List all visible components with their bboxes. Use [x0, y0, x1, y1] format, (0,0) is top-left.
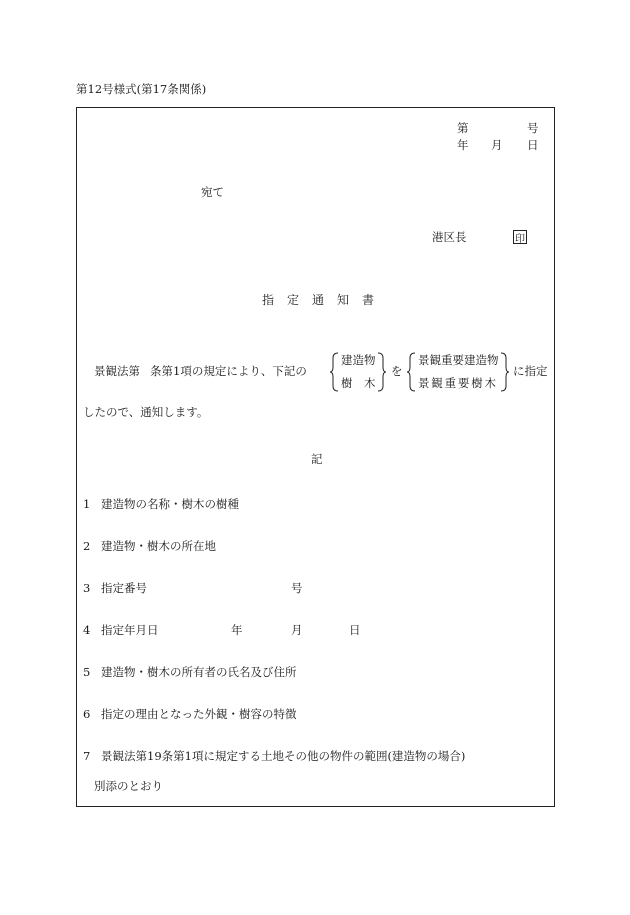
- item-4-year: 年: [231, 623, 243, 637]
- option-tree: 樹 木: [341, 376, 376, 390]
- item-4-day: 日: [349, 623, 361, 637]
- item-7-text: 景観法第19条第1項に規定する土地その他の物件の範囲(建造物の場合): [101, 749, 466, 763]
- seal-mark: 印: [513, 230, 527, 244]
- item-6-no: 6: [83, 707, 91, 721]
- item-7-note: 別添のとおり: [94, 779, 163, 793]
- number-prefix: 第: [457, 121, 469, 135]
- number-suffix: 号: [527, 121, 539, 135]
- document-title: 指定通知書: [262, 293, 388, 307]
- option-building: 建造物: [341, 353, 376, 367]
- issuer-name: 港区長: [432, 230, 467, 244]
- item-3-suffix: 号: [291, 581, 303, 595]
- brace-a-right: [377, 352, 387, 392]
- item-6-text: 指定の理由となった外観・樹容の特徴: [101, 707, 297, 721]
- item-2-no: 2: [83, 539, 91, 553]
- item-4-text: 指定年月日: [101, 623, 159, 637]
- brace-a-left: [330, 352, 340, 392]
- body-line2: したので、通知します。: [83, 405, 209, 419]
- date-day: 日: [527, 138, 539, 152]
- date-month: 月: [491, 138, 503, 152]
- item-7-no: 7: [83, 749, 91, 763]
- body-part2: 条第1項の規定により、下記の: [150, 364, 307, 378]
- item-2-text: 建造物・樹木の所在地: [101, 539, 216, 553]
- ki-heading: 記: [311, 452, 323, 466]
- brace-b-left: [407, 352, 417, 392]
- form-label: 第12号様式(第17条関係): [76, 82, 207, 96]
- item-3-text: 指定番号: [101, 581, 147, 595]
- item-1-text: 建造物の名称・樹木の樹種: [101, 497, 239, 511]
- item-4-month: 月: [291, 623, 303, 637]
- option-important-building: 景観重要建造物: [418, 353, 499, 367]
- item-1-no: 1: [83, 497, 91, 511]
- brace-b-right: [500, 352, 510, 392]
- addressee-suffix: 宛て: [201, 185, 224, 199]
- option-important-tree: 景観重要樹木: [418, 376, 498, 390]
- item-5-text: 建造物・樹木の所有者の氏名及び住所: [101, 665, 297, 679]
- date-year: 年: [457, 138, 469, 152]
- body-part3: に指定: [513, 364, 548, 378]
- item-4-no: 4: [83, 623, 91, 637]
- item-5-no: 5: [83, 665, 91, 679]
- body-wo: を: [391, 364, 403, 378]
- body-part1: 景観法第: [94, 364, 140, 378]
- item-3-no: 3: [83, 581, 91, 595]
